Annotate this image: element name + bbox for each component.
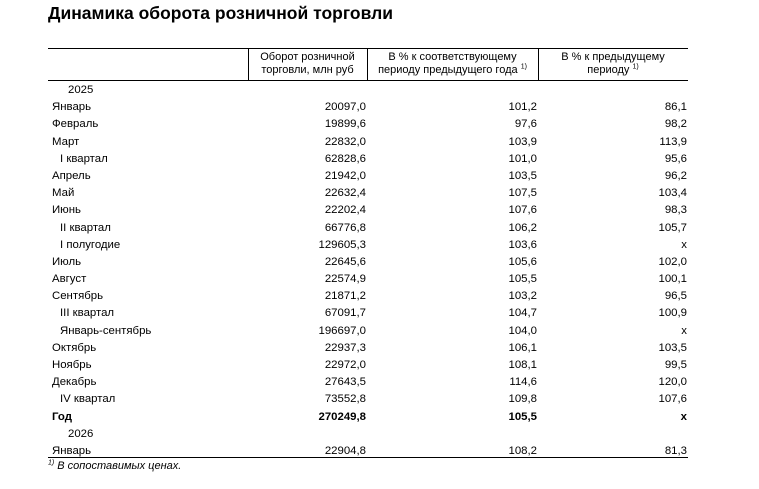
prev-period-percent: x [680, 410, 687, 423]
row-label: I квартал [60, 152, 108, 165]
table-row [48, 220, 688, 237]
row-label: Май [52, 187, 75, 200]
row-label: Январь [52, 444, 92, 457]
footnote [48, 460, 181, 472]
prev-period-percent: 103,5 [658, 341, 687, 354]
footnote-mark: 1) [48, 459, 55, 467]
row-label: Октябрь [52, 341, 97, 354]
turnover-value: 22972,0 [324, 359, 366, 371]
footnote-text: В сопоставимых ценах. [54, 460, 182, 472]
table-row [48, 99, 688, 116]
row-label: II квартал [60, 221, 111, 234]
table-row [48, 340, 688, 357]
prev-period-percent: 120,0 [658, 376, 687, 389]
yoy-percent: 103,9 [508, 135, 537, 148]
header-yoy-text: периоду предыдущего года [378, 64, 518, 76]
turnover-value: 27643,5 [324, 376, 366, 389]
prev-period-percent: 100,9 [658, 307, 687, 320]
turnover-value: 22574,9 [324, 273, 366, 286]
row-label: Август [52, 273, 87, 286]
header-turnover [248, 51, 367, 77]
table-row [48, 391, 688, 408]
year-row [48, 426, 688, 443]
table-header-border [48, 80, 688, 81]
prev-period-percent: 95,6 [664, 152, 687, 165]
table-row [48, 374, 688, 391]
prev-period-percent: 105,7 [658, 221, 687, 234]
turnover-value: 20097,0 [324, 101, 366, 114]
prev-period-percent: x [681, 238, 687, 251]
turnover-value: 22202,4 [324, 204, 366, 217]
table-row [48, 134, 688, 151]
prev-period-percent: 103,4 [658, 187, 687, 200]
table-row [48, 323, 688, 340]
table-row [48, 151, 688, 168]
row-label: Июль [52, 255, 82, 268]
prev-period-percent: 96,2 [664, 169, 687, 182]
turnover-value: 67091,7 [324, 307, 366, 320]
yoy-percent: 107,6 [508, 204, 537, 217]
turnover-value: 22645,6 [324, 255, 366, 268]
yoy-percent: 101,0 [508, 152, 537, 165]
table-row [48, 305, 688, 322]
table-row [48, 357, 688, 374]
header-prev [538, 51, 688, 77]
yoy-percent: 109,8 [508, 393, 537, 406]
yoy-percent: 107,5 [508, 187, 537, 200]
yoy-percent: 104,7 [508, 307, 537, 320]
header-yoy-line2 [367, 64, 538, 77]
table-body [48, 82, 688, 460]
header-yoy-footnote-mark: 1) [520, 63, 527, 71]
turnover-value: 270249,8 [318, 410, 366, 423]
turnover-value: 129605,3 [318, 238, 366, 251]
header-yoy-line1: В % к соответствующему [388, 51, 517, 63]
turnover-value: 22904,8 [324, 444, 366, 457]
prev-period-percent: x [681, 324, 687, 337]
prev-period-percent: 86,1 [664, 101, 687, 114]
yoy-percent: 108,1 [508, 359, 537, 371]
turnover-value: 73552,8 [324, 393, 366, 406]
page-title: Динамика оборота розничной торговли [48, 3, 393, 23]
prev-period-percent: 113,9 [659, 135, 687, 148]
row-label: 2025 [68, 84, 94, 96]
row-label: I полугодие [60, 238, 121, 251]
prev-period-percent: 81,3 [664, 444, 687, 457]
row-label: Январь [52, 101, 92, 114]
turnover-value: 22632,4 [324, 187, 366, 200]
row-label: 2026 [68, 427, 94, 440]
prev-period-percent: 100,1 [658, 273, 687, 286]
prev-period-percent: 107,6 [658, 393, 687, 406]
prev-period-percent: 96,5 [664, 290, 687, 303]
yoy-percent: 97,6 [514, 118, 537, 131]
row-label: III квартал [60, 307, 115, 320]
header-prev-text: периоду [587, 64, 630, 76]
row-label: Сентябрь [52, 290, 104, 303]
turnover-value: 22832,0 [324, 135, 366, 148]
table-row [48, 116, 688, 133]
prev-period-percent: 98,2 [664, 118, 687, 131]
year-row [48, 82, 688, 99]
yoy-percent: 106,2 [508, 221, 537, 234]
row-label: IV квартал [60, 393, 116, 406]
table-row [48, 168, 688, 185]
turnover-value: 19899,6 [324, 118, 366, 131]
header-prev-footnote-mark: 1) [632, 63, 639, 71]
turnover-value: 21942,0 [324, 169, 366, 182]
yoy-percent: 103,2 [508, 290, 537, 303]
yoy-percent: 105,5 [508, 273, 537, 286]
yoy-percent: 114,6 [509, 376, 537, 389]
table-row [48, 237, 688, 254]
row-label: Июнь [52, 204, 81, 217]
prev-period-percent: 99,5 [664, 359, 687, 371]
row-label: Ноябрь [52, 359, 92, 371]
yoy-percent: 103,6 [508, 238, 537, 251]
row-label: Март [52, 135, 80, 148]
turnover-value: 66776,8 [324, 221, 366, 234]
row-label: Год [52, 410, 72, 423]
yoy-percent: 104,0 [508, 324, 537, 337]
table-row [48, 185, 688, 202]
header-prev-line2 [538, 64, 688, 77]
table-row [48, 271, 688, 288]
header-turnover-line2: торговли, млн руб [261, 64, 354, 76]
header-yoy [367, 51, 538, 77]
row-label: Январь-сентябрь [60, 324, 152, 337]
yoy-percent: 103,5 [508, 169, 537, 182]
turnover-value: 21871,2 [324, 290, 366, 303]
prev-period-percent: 98,3 [664, 204, 687, 217]
table-row [48, 409, 688, 426]
prev-period-percent: 102,0 [658, 255, 687, 268]
yoy-percent: 106,1 [508, 341, 537, 354]
yoy-percent: 101,2 [508, 101, 537, 114]
yoy-percent: 108,2 [508, 444, 537, 457]
turnover-value: 62828,6 [324, 152, 366, 165]
table-row [48, 202, 688, 219]
table-top-border [48, 48, 688, 49]
table-row [48, 288, 688, 305]
turnover-value: 196697,0 [318, 324, 366, 337]
yoy-percent: 105,5 [508, 410, 537, 423]
header-turnover-line1: Оборот розничной [260, 51, 355, 63]
row-label: Апрель [52, 169, 91, 182]
row-label: Декабрь [52, 376, 97, 389]
turnover-value: 22937,3 [324, 341, 366, 354]
yoy-percent: 105,6 [508, 255, 537, 268]
table-row [48, 254, 688, 271]
table-bottom-border [48, 457, 688, 458]
header-prev-line1: В % к предыдущему [561, 51, 665, 63]
row-label: Февраль [52, 118, 99, 131]
